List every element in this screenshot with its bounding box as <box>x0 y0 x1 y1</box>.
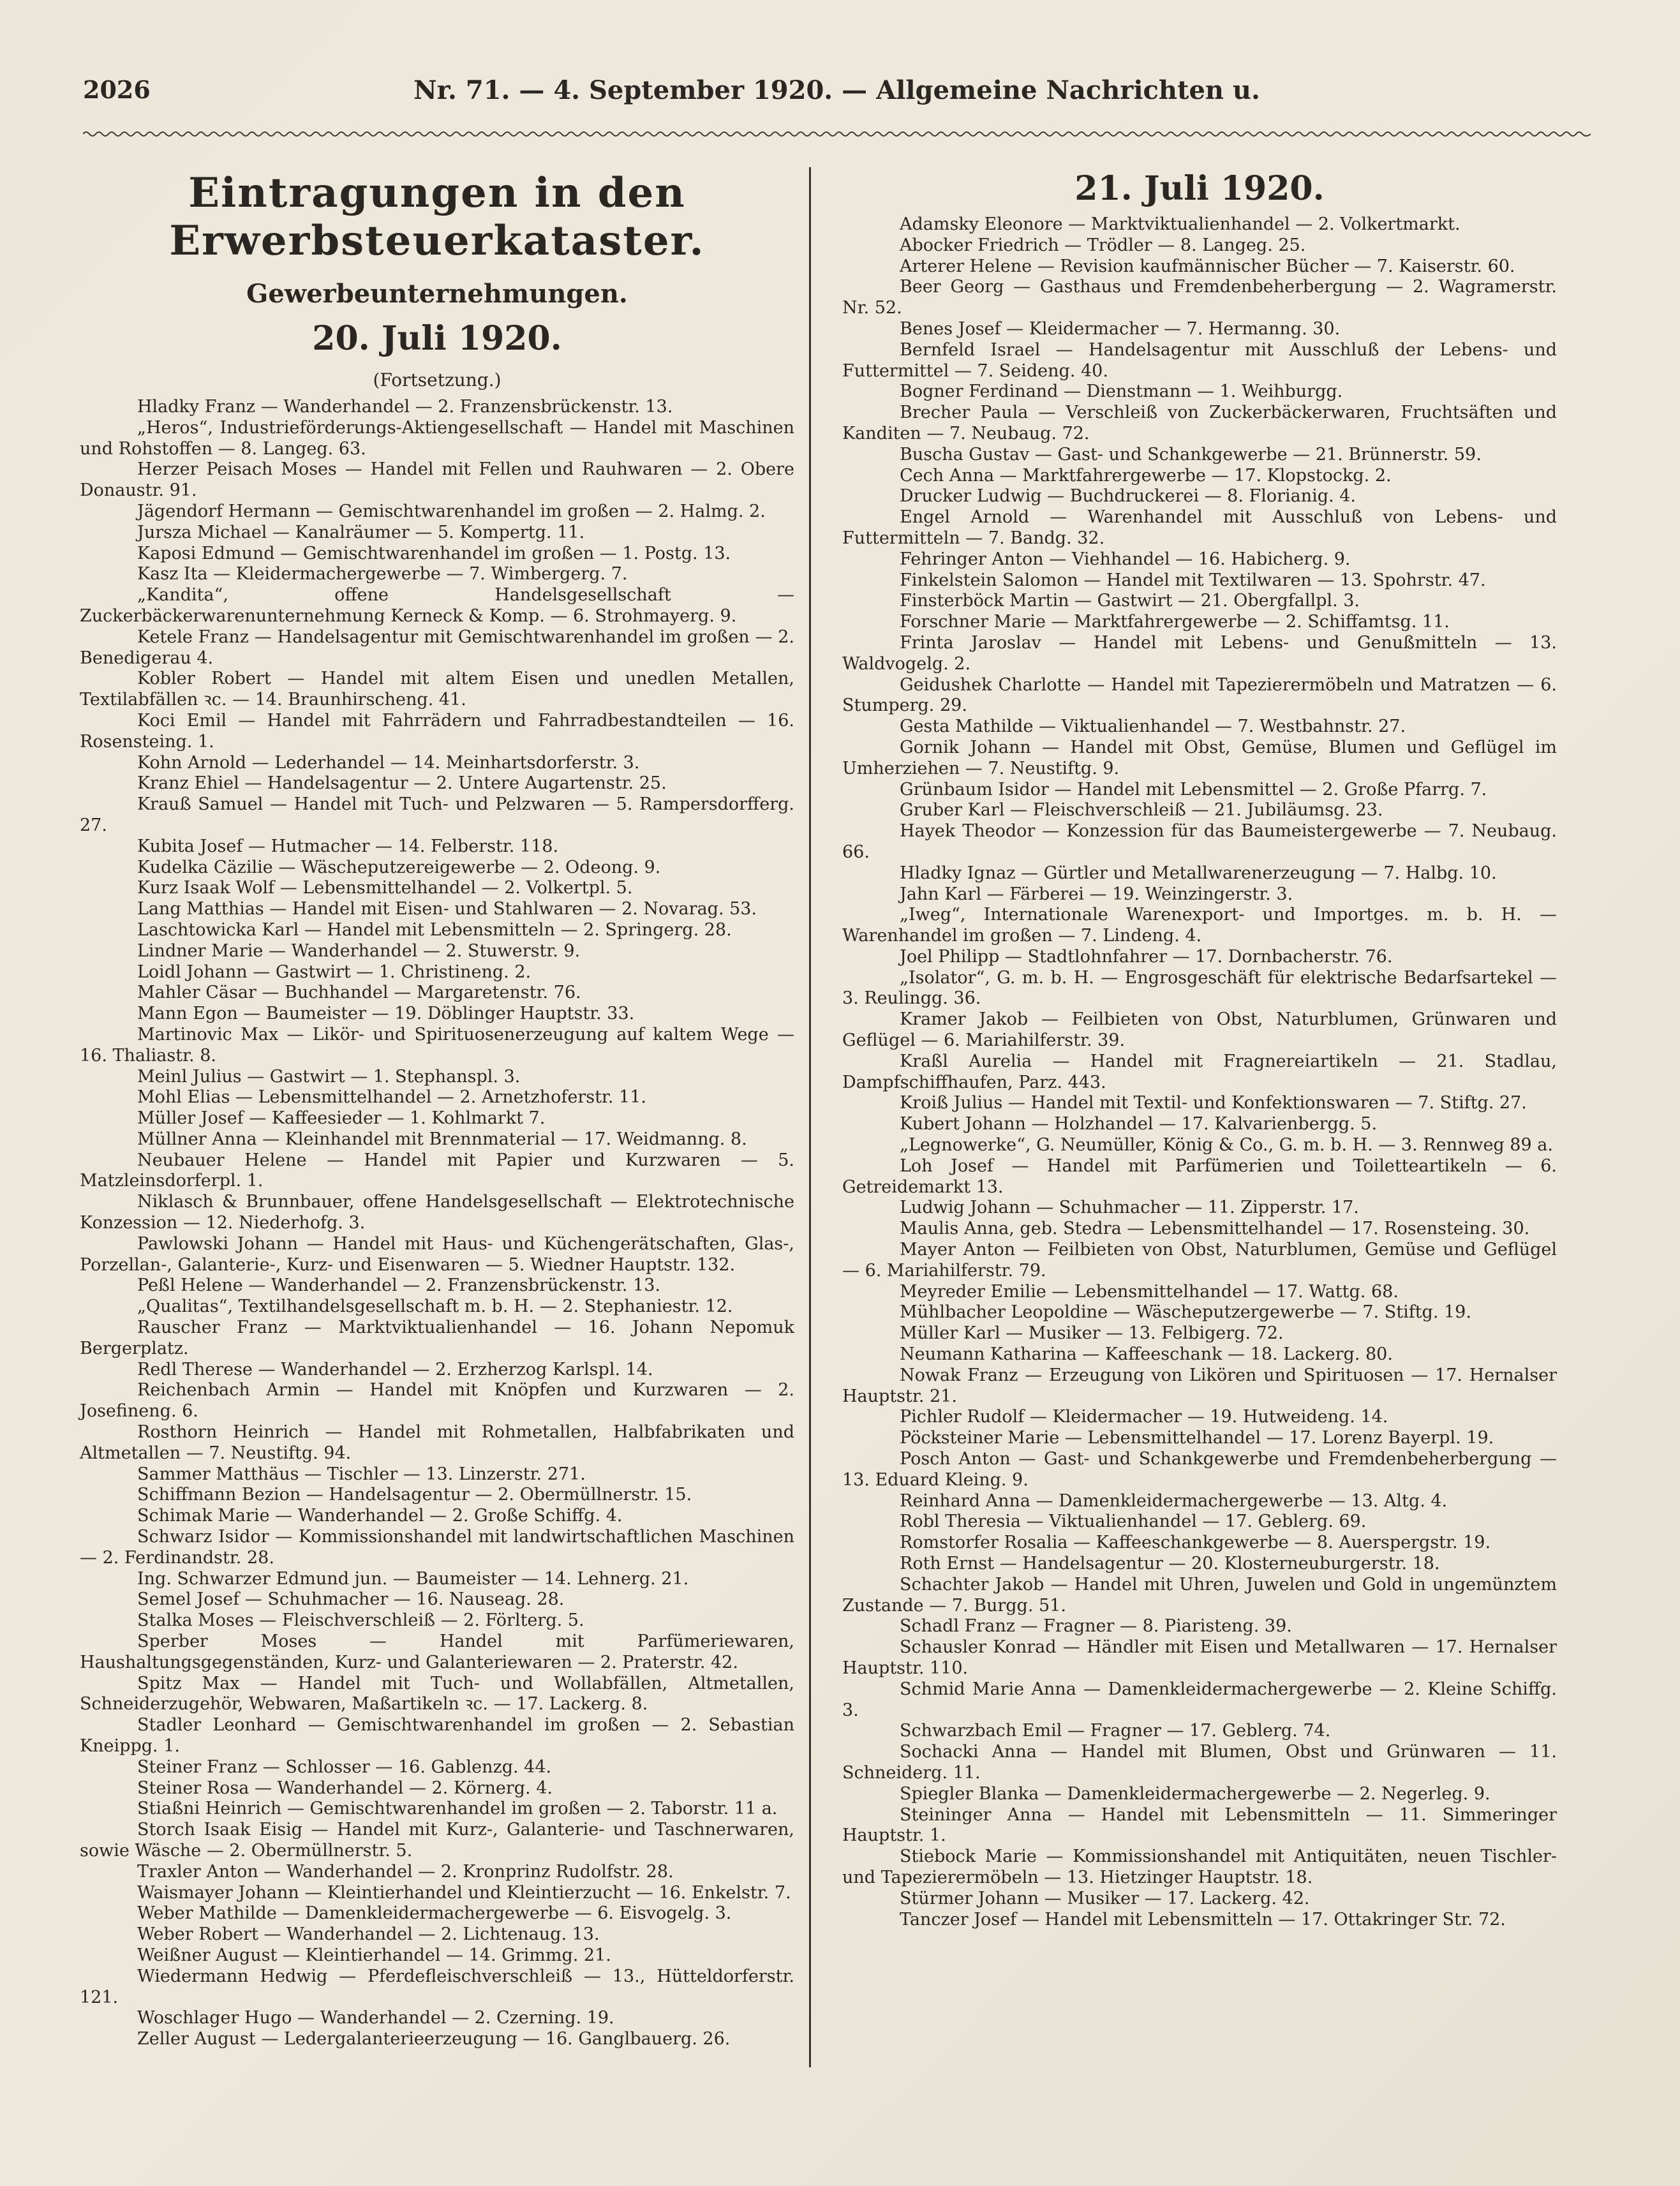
register-entry: Schiffmann Bezion — Handelsagentur — 2. Obermüllnerstr. 15. <box>137 1485 692 1505</box>
register-entry: Bernfeld Israel — Handelsagentur mit Ausschluß der Lebens- und Futtermittel — 7. Seideng. 40. <box>842 339 1557 381</box>
register-entry: Engel Arnold — Warenhandel mit Ausschluß von Lebens- und Futtermitteln — 7. Bandg. 32. <box>842 507 1557 548</box>
register-entry: Robl Theresia — Viktualienhandel — 17. Geblerg. 69. <box>900 1512 1367 1532</box>
register-entry: Kramer Jakob — Feilbieten von Obst, Naturblumen, Grünwaren und Geflügel — 6. Mariahilferstr. 39. <box>842 1009 1557 1051</box>
register-entry: Sochacki Anna — Handel mit Blumen, Obst und Grünwaren — 11. Schneiderg. 11. <box>842 1742 1557 1783</box>
register-entry: Posch Anton — Gast- und Schankgewerbe und Fremdenbeherbergung — 13. Eduard Kleing. 9. <box>842 1449 1557 1490</box>
register-entry: Kobler Robert — Handel mit altem Eisen und unedlen Metallen, Textilabfällen ꝛc. — 14. Braunhirscheng. 41. <box>80 669 794 710</box>
register-entry: Tanczer Josef — Handel mit Lebensmitteln — 17. Ottakringer Str. 72. <box>900 1909 1506 1929</box>
register-entry: Kubita Josef — Hutmacher — 14. Felberstr. 118. <box>137 836 559 856</box>
register-entry: Adamsky Eleonore — Marktviktualienhandel — 2. Volkertmarkt. <box>900 214 1461 234</box>
register-entry: Zeller August — Ledergalanterieerzeugung — 16. Ganglbauerg. 26. <box>137 2029 731 2049</box>
register-entry: Mahler Cäsar — Buchhandel — Margaretenstr. 76. <box>137 983 581 1003</box>
entry-list-july-20 <box>80 397 794 2050</box>
register-entry: „Legnowerke“, G. Neumüller, König & Co., G. m. b. H. — 3. Rennweg 89 a. <box>900 1135 1553 1156</box>
register-entry: Joel Philipp — Stadtlohnfahrer — 17. Dornbacherstr. 76. <box>900 946 1393 967</box>
register-entry: Kurz Isaak Wolf — Lebensmittelhandel — 2. Volkertpl. 5. <box>137 878 633 898</box>
register-entry: Hladky Ignaz — Gürtler und Metallwarenerzeugung — 7. Halbg. 10. <box>900 863 1497 883</box>
register-entry: Koci Emil — Handel mit Fahrrädern und Fahrradbestandteilen — 16. Rosensteing. 1. <box>80 710 794 752</box>
register-entry: Jägendorf Hermann — Gemischtwarenhandel im großen — 2. Halmg. 2. <box>137 501 766 521</box>
register-entry: Kohn Arnold — Lederhandel — 14. Meinhartsdorferstr. 3. <box>137 752 640 773</box>
register-entry: Reinhard Anna — Damenkleidermachergewerbe — 13. Altg. 4. <box>900 1491 1448 1511</box>
register-entry: Gruber Karl — Fleischverschleiß — 21. Jubiläumsg. 23. <box>900 800 1383 821</box>
register-entry: Schwarz Isidor — Kommissionshandel mit landwirtschaftlichen Maschinen — 2. Ferdinandstr. 28. <box>80 1527 794 1568</box>
register-entry: Kudelka Cäzilie — Wäscheputzereigewerbe — 2. Odeong. 9. <box>137 857 661 877</box>
register-entry: Brecher Paula — Verschleiß von Zuckerbäckerwaren, Fruchtsäften und Kanditen — 7. Neubaug. 72. <box>842 403 1557 443</box>
register-entry: Stiebock Marie — Kommissionshandel mit Antiquitäten, neuen Tischler- und Tapezierermöbeln — 13. Hietzinger Hauptstr. 18. <box>842 1847 1557 1887</box>
register-entry: Nowak Franz — Erzeugung von Likören und Spirituosen — 17. Hernalser Hauptstr. 21. <box>842 1365 1557 1406</box>
register-entry: Grünbaum Isidor — Handel mit Lebensmittel — 2. Große Pfarrg. 7. <box>900 779 1487 799</box>
register-entry: Benes Josef — Kleidermacher — 7. Hermanng. 30. <box>900 318 1341 339</box>
register-entry: Rosthorn Heinrich — Handel mit Rohmetallen, Halbfabrikaten und Altmetallen — 7. Neustiftg. 94. <box>80 1422 794 1463</box>
register-entry: Sammer Matthäus — Tischler — 13. Linzerstr. 271. <box>137 1464 586 1484</box>
section-subheading: Gewerbeunternehmungen. <box>246 279 628 309</box>
register-entry: Spitz Max — Handel mit Tuch- und Wollabfällen, Altmetallen, Schneiderzugehör, Webwaren, Maßartikeln ꝛc. — 17. Lackerg. 8. <box>80 1673 794 1714</box>
register-entry: Stiaßni Heinrich — Gemischtwarenhandel im großen — 2. Taborstr. 11 a. <box>137 1799 778 1819</box>
register-entry: „Isolator“, G. m. b. H. — Engrosgeschäft für elektrische Bedarfsartekel — 3. Reulingg. 36. <box>842 967 1557 1009</box>
register-entry: Kroiß Julius — Handel mit Textil- und Konfektionswaren — 7. Stiftg. 27. <box>900 1093 1527 1113</box>
register-entry: Forschner Marie — Marktfahrergewerbe — 2. Schiffamtsg. 11. <box>900 612 1450 632</box>
register-entry: Mühlbacher Leopoldine — Wäscheputzergewerbe — 7. Stiftg. 19. <box>900 1302 1471 1323</box>
register-entry: Pichler Rudolf — Kleidermacher — 19. Hutweideng. 14. <box>900 1407 1388 1427</box>
register-entry: Reichenbach Armin — Handel mit Knöpfen und Kurzwaren — 2. Josefineng. 6. <box>80 1380 794 1422</box>
register-entry: Redl Therese — Wanderhandel — 2. Erzherzog Karlspl. 14. <box>137 1359 653 1379</box>
register-entry: Spiegler Blanka — Damenkleidermachergewerbe — 2. Negerleg. 9. <box>900 1783 1490 1804</box>
page-header <box>83 75 1591 120</box>
register-entry: Semel Josef — Schuhmacher — 16. Nauseag. 28. <box>137 1589 565 1610</box>
register-entry: Neubauer Helene — Handel mit Papier und Kurzwaren — 5. Matzleinsdorferpl. 1. <box>80 1150 794 1191</box>
left-column <box>80 169 794 2050</box>
register-entry: Martinovic Max — Likör- und Spirituosenerzeugung auf kaltem Wege — 16. Thaliastr. 8. <box>80 1024 794 1066</box>
register-entry: Schachter Jakob — Handel mit Uhren, Juwelen und Gold in ungemünztem Zustande — 7. Burgg. 51. <box>842 1574 1557 1616</box>
register-entry: Schwarzbach Emil — Fragner — 17. Geblerg. 74. <box>900 1721 1331 1741</box>
register-entry: Schadl Franz — Fragner — 8. Piaristeng. 39. <box>900 1616 1292 1637</box>
register-entry: Drucker Ludwig — Buchdruckerei — 8. Florianig. 4. <box>900 486 1356 507</box>
register-entry: Mohl Elias — Lebensmittelhandel — 2. Arnetzhoferstr. 11. <box>137 1087 646 1108</box>
register-entry: Weißner August — Kleintierhandel — 14. Grimmg. 21. <box>137 1945 611 1965</box>
register-entry: Finsterböck Martin — Gastwirt — 21. Obergfallpl. 3. <box>900 591 1360 611</box>
register-entry: Kraßl Aurelia — Handel mit Fragnereiartikeln — 21. Stadlau, Dampfschiffhaufen, Parz. 443. <box>842 1051 1557 1092</box>
register-entry: Cech Anna — Marktfahrergewerbe — 17. Klopstockg. 2. <box>900 465 1392 486</box>
register-entry: Krauß Samuel — Handel mit Tuch- und Pelzwaren — 5. Rampersdorfferg. 27. <box>80 794 794 835</box>
register-entry: Kaposi Edmund — Gemischtwarenhandel im großen — 1. Postg. 13. <box>137 543 731 563</box>
register-entry: Steiner Rosa — Wanderhandel — 2. Körnerg. 4. <box>137 1778 553 1798</box>
register-entry: Rauscher Franz — Marktviktualienhandel — 16. Johann Nepomuk Bergerplatz. <box>80 1318 794 1358</box>
register-entry: Arterer Helene — Revision kaufmännischer Bücher — 7. Kaiserstr. 60. <box>900 256 1515 276</box>
register-entry: Stalka Moses — Fleischverschleiß — 2. Förlterg. 5. <box>137 1610 584 1631</box>
register-entry: Beer Georg — Gasthaus und Fremdenbeherbergung — 2. Wagramerstr. Nr. 52. <box>842 277 1557 318</box>
register-entry: Weber Robert — Wanderhandel — 2. Lichtenaug. 13. <box>137 1924 600 1945</box>
register-entry: Schmid Marie Anna — Damenkleidermachergewerbe — 2. Kleine Schiffg. 3. <box>842 1679 1557 1720</box>
page-number: 2026 <box>83 75 151 104</box>
register-entry: Niklasch & Brunnbauer, offene Handelsgesellschaft — Elektrotechnische Konzession — 12. Niederhofg. 3. <box>80 1192 794 1233</box>
register-entry: Laschtowicka Karl — Handel mit Lebensmitteln — 2. Springerg. 28. <box>137 919 732 940</box>
section-heading: Eintragungen in den Erwerbsteuerkataster. <box>169 169 705 265</box>
register-entry: Lang Matthias — Handel mit Eisen- und Stahlwaren — 2. Novarag. 53. <box>137 899 757 919</box>
register-entry: Loidl Johann — Gastwirt — 1. Christineng. 2. <box>137 962 532 982</box>
column-divider <box>809 167 811 2067</box>
register-entry: Storch Isaak Eisig — Handel mit Kurz-, Galanterie- und Taschnerwaren, sowie Wäsche — 2. Obermüllnerstr. 5. <box>80 1820 794 1861</box>
register-entry: Buscha Gustav — Gast- und Schankgewerbe — 21. Brünnerstr. 59. <box>900 444 1482 465</box>
register-entry: Abocker Friedrich — Trödler — 8. Langeg. 25. <box>900 235 1306 255</box>
register-entry: Stadler Leonhard — Gemischtwarenhandel im großen — 2. Sebastian Kneippg. 1. <box>80 1715 794 1756</box>
register-entry: Schausler Konrad — Händler mit Eisen und Metallwaren — 17. Hernalser Hauptstr. 110. <box>842 1637 1557 1678</box>
register-entry: Schimak Marie — Wanderhandel — 2. Große Schiffg. 4. <box>137 1506 623 1526</box>
register-entry: Müller Karl — Musiker — 13. Felbigerg. 72. <box>900 1323 1284 1344</box>
register-entry: Jursza Michael — Kanalräumer — 5. Kompertg. 11. <box>137 522 585 542</box>
header-wavy-rule <box>83 130 1591 138</box>
register-entry: Gornik Johann — Handel mit Obst, Gemüse, Blumen und Geflügel im Umherziehen — 7. Neustiftg. 9. <box>842 737 1557 778</box>
register-entry: Gesta Mathilde — Viktualienhandel — 7. Westbahnstr. 27. <box>900 717 1406 737</box>
register-entry: Müller Josef — Kaffeesieder — 1. Kohlmarkt 7. <box>137 1108 546 1129</box>
register-entry: Meinl Julius — Gastwirt — 1. Stephanspl. 3. <box>137 1066 521 1087</box>
issue-title: Nr. 71. — 4. September 1920. — Allgemeine Nachrichten u. <box>413 75 1260 105</box>
register-entry: Waismayer Johann — Kleintierhandel und Kleintierzucht — 16. Enkelstr. 7. <box>137 1882 791 1903</box>
register-entry: Kasz Ita — Kleidermachergewerbe — 7. Wimbergerg. 7. <box>137 564 628 584</box>
register-entry: Fehringer Anton — Viehhandel — 16. Habicherg. 9. <box>900 549 1351 569</box>
register-entry: Hladky Franz — Wanderhandel — 2. Franzensbrückenstr. 13. <box>137 397 673 417</box>
register-entry: Wiedermann Hedwig — Pferdefleischverschleiß — 13., Hütteldorferstr. 121. <box>80 1966 794 2007</box>
register-entry: „Kandita“, offene Handelsgesellschaft — Zuckerbäckerwarenunternehmung Kerneck & Komp. — 6. Strohmayerg. 9. <box>80 585 794 626</box>
register-entry: „Heros“, Industrieförderungs-Aktiengesellschaft — Handel mit Maschinen und Rohstoffen — 8. Langeg. 63. <box>80 417 794 459</box>
register-entry: Müllner Anna — Kleinhandel mit Brennmaterial — 17. Weidmanng. 8. <box>137 1129 747 1149</box>
continuation-note: (Fortsetzung.) <box>373 369 502 390</box>
right-column <box>842 169 1557 1930</box>
register-entry: Bogner Ferdinand — Dienstmann — 1. Weihburgg. <box>900 382 1343 402</box>
register-entry: Ketele Franz — Handelsagentur mit Gemischtwarenhandel im großen — 2. Benedigerau 4. <box>80 627 794 668</box>
register-entry: Traxler Anton — Wanderhandel — 2. Kronprinz Rudolfstr. 28. <box>137 1861 674 1882</box>
register-entry: Mayer Anton — Feilbieten von Obst, Naturblumen, Gemüse und Geflügel — 6. Mariahilferstr. 79. <box>842 1240 1557 1281</box>
register-entry: Mann Egon — Baumeister — 19. Döblinger Hauptstr. 33. <box>137 1004 635 1024</box>
register-entry: Jahn Karl — Färberei — 19. Weinzingerstr. 3. <box>900 884 1293 904</box>
register-entry: Meyreder Emilie — Lebensmittelhandel — 17. Wattg. 68. <box>900 1281 1399 1302</box>
register-entry: Ludwig Johann — Schuhmacher — 11. Zipperstr. 17. <box>900 1198 1359 1218</box>
register-entry: Lindner Marie — Wanderhandel — 2. Stuwerstr. 9. <box>137 941 581 961</box>
register-entry: Maulis Anna, geb. Stedra — Lebensmittelhandel — 17. Rosensteing. 30. <box>900 1219 1530 1239</box>
register-entry: Hayek Theodor — Konzession für das Baumeistergewerbe — 7. Neubaug. 66. <box>842 821 1557 862</box>
register-entry: „Qualitas“, Textilhandelsgesellschaft m. b. H. — 2. Stephaniestr. 12. <box>137 1297 733 1317</box>
register-entry: „Iweg“, Internationale Warenexport- und Importges. m. b. H. — Warenhandel im großen — 7. Lindeng. 4. <box>842 905 1557 946</box>
register-entry: Stürmer Johann — Musiker — 17. Lackerg. 42. <box>900 1888 1310 1908</box>
date-heading-july-21: 21. Juli 1920. <box>1074 169 1325 208</box>
register-entry: Peßl Helene — Wanderhandel — 2. Franzensbrückenstr. 13. <box>137 1275 660 1296</box>
register-entry: Steininger Anna — Handel mit Lebensmitteln — 11. Simmeringer Hauptstr. 1. <box>842 1804 1557 1846</box>
entry-list-july-21 <box>842 214 1557 1930</box>
register-entry: Pöcksteiner Marie — Lebensmittelhandel — 17. Lorenz Bayerpl. 19. <box>900 1428 1494 1448</box>
register-entry: Geidushek Charlotte — Handel mit Tapezierermöbeln und Matratzen — 6. Stumperg. 29. <box>842 674 1557 716</box>
register-entry: Steiner Franz — Schlosser — 16. Gablenzg. 44. <box>137 1757 552 1777</box>
register-entry: Ing. Schwarzer Edmund jun. — Baumeister — 14. Lehnerg. 21. <box>137 1568 689 1589</box>
register-entry: Finkelstein Salomon — Handel mit Textilwaren — 13. Spohrstr. 47. <box>900 570 1486 590</box>
date-heading-july-20: 20. Juli 1920. <box>312 319 562 358</box>
register-entry: Sperber Moses — Handel mit Parfümeriewaren, Haushaltungsgegenständen, Kurz- und Galanteriewaren — 2. Praterstr. 42. <box>80 1632 794 1672</box>
register-entry: Kranz Ehiel — Handelsagentur — 2. Untere Augartenstr. 25. <box>137 773 667 794</box>
register-entry: Loh Josef — Handel mit Parfümerien und Toiletteartikeln — 6. Getreidemarkt 13. <box>842 1156 1557 1197</box>
register-entry: Frinta Jaroslav — Handel mit Lebens- und Genußmitteln — 13. Waldvogelg. 2. <box>842 632 1557 674</box>
register-entry: Kubert Johann — Holzhandel — 17. Kalvarienbergg. 5. <box>900 1114 1378 1134</box>
register-entry: Roth Ernst — Handelsagentur — 20. Klosterneuburgerstr. 18. <box>900 1554 1440 1573</box>
register-entry: Pawlowski Johann — Handel mit Haus- und Küchengerätschaften, Glas-, Porzellan-, Galanterie-, Kurz- und Eisenwaren — 5. Wiedner Hauptstr. 132. <box>80 1233 794 1275</box>
register-entry: Weber Mathilde — Damenkleidermachergewerbe — 6. Eisvogelg. 3. <box>137 1903 732 1924</box>
register-entry: Woschlager Hugo — Wanderhandel — 2. Czerning. 19. <box>137 2008 614 2028</box>
register-entry: Neumann Katharina — Kaffeeschank — 18. Lackerg. 80. <box>900 1344 1393 1365</box>
register-entry: Romstorfer Rosalia — Kaffeeschankgewerbe — 8. Auerspergstr. 19. <box>900 1533 1491 1553</box>
register-entry: Herzer Peisach Moses — Handel mit Fellen und Rauhwaren — 2. Obere Donaustr. 91. <box>80 459 794 501</box>
